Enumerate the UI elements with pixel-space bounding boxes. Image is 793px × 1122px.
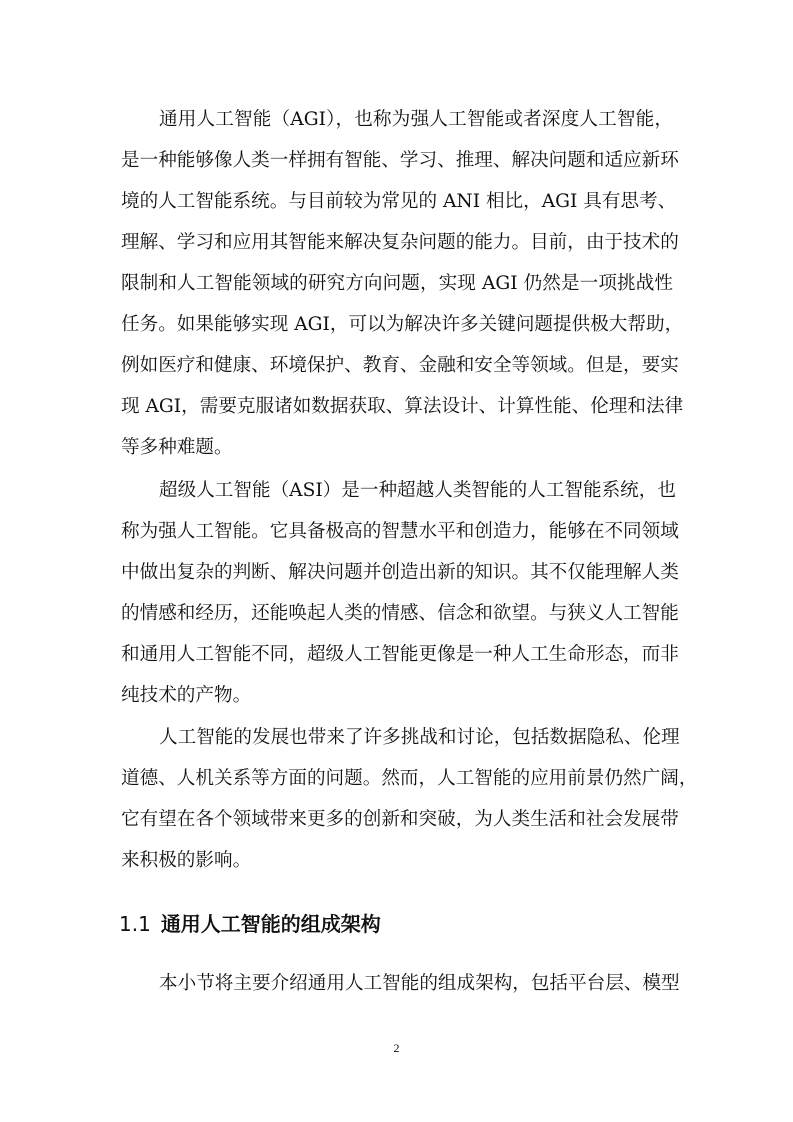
text-line: 通用人工智能（AGI），也称为强人工智能或者深度人工智能， xyxy=(159,109,673,130)
text-line: 纯技术的产物。 xyxy=(121,685,252,706)
text-line: 它有望在各个领域带来更多的创新和突破，为人类生活和社会发展带 xyxy=(121,809,679,830)
text-line: 例如医疗和健康、环境保护、教育、金融和安全等领域。但是，要实 xyxy=(121,355,679,376)
text-line: 是一种能够像人类一样拥有智能、学习、推理、解决问题和适应新环 xyxy=(121,150,679,171)
text-line: 任务。如果能够实现 AGI，可以为解决许多关键问题提供极大帮助， xyxy=(121,314,684,335)
section-heading xyxy=(119,910,381,938)
text-line: 称为强人工智能。它具备极高的智慧水平和创造力，能够在不同领域 xyxy=(121,521,679,542)
section-title: 通用人工智能的组成架构 xyxy=(160,912,381,936)
text-line: 人工智能的发展也带来了许多挑战和讨论，包括数据隐私、伦理 xyxy=(159,727,680,748)
section-number: 1.1 xyxy=(119,912,151,936)
text-line: 理解、学习和应用其智能来解决复杂问题的能力。目前，由于技术的 xyxy=(121,232,679,253)
text-line: 和通用人工智能不同，超级人工智能更像是一种人工生命形态，而非 xyxy=(121,644,679,665)
text-line: 本小节将主要介绍通用人工智能的组成架构，包括平台层、模型 xyxy=(159,973,680,994)
text-line: 来积极的影响。 xyxy=(121,850,252,871)
text-line: 超级人工智能（ASI）是一种超越人类智能的人工智能系统，也 xyxy=(159,480,676,501)
text-line: 的情感和经历，还能唤起人类的情感、信念和欲望。与狭义人工智能 xyxy=(121,603,679,624)
text-line: 境的人工智能系统。与目前较为常见的 ANI 相比，AGI 具有思考、 xyxy=(121,191,677,212)
text-line: 中做出复杂的判断、解决问题并创造出新的知识。其不仅能理解人类 xyxy=(121,562,679,583)
text-line: 限制和人工智能领域的研究方向问题，实现 AGI 仍然是一项挑战性 xyxy=(121,273,673,294)
text-line: 道德、人机关系等方面的问题。然而，人工智能的应用前景仍然广阔， xyxy=(121,768,698,789)
page-number: 2 xyxy=(393,1041,400,1055)
text-line: 现 AGI，需要克服诸如数据获取、算法设计、计算性能、伦理和法律 xyxy=(121,396,684,417)
text-line: 等多种难题。 xyxy=(121,437,233,458)
